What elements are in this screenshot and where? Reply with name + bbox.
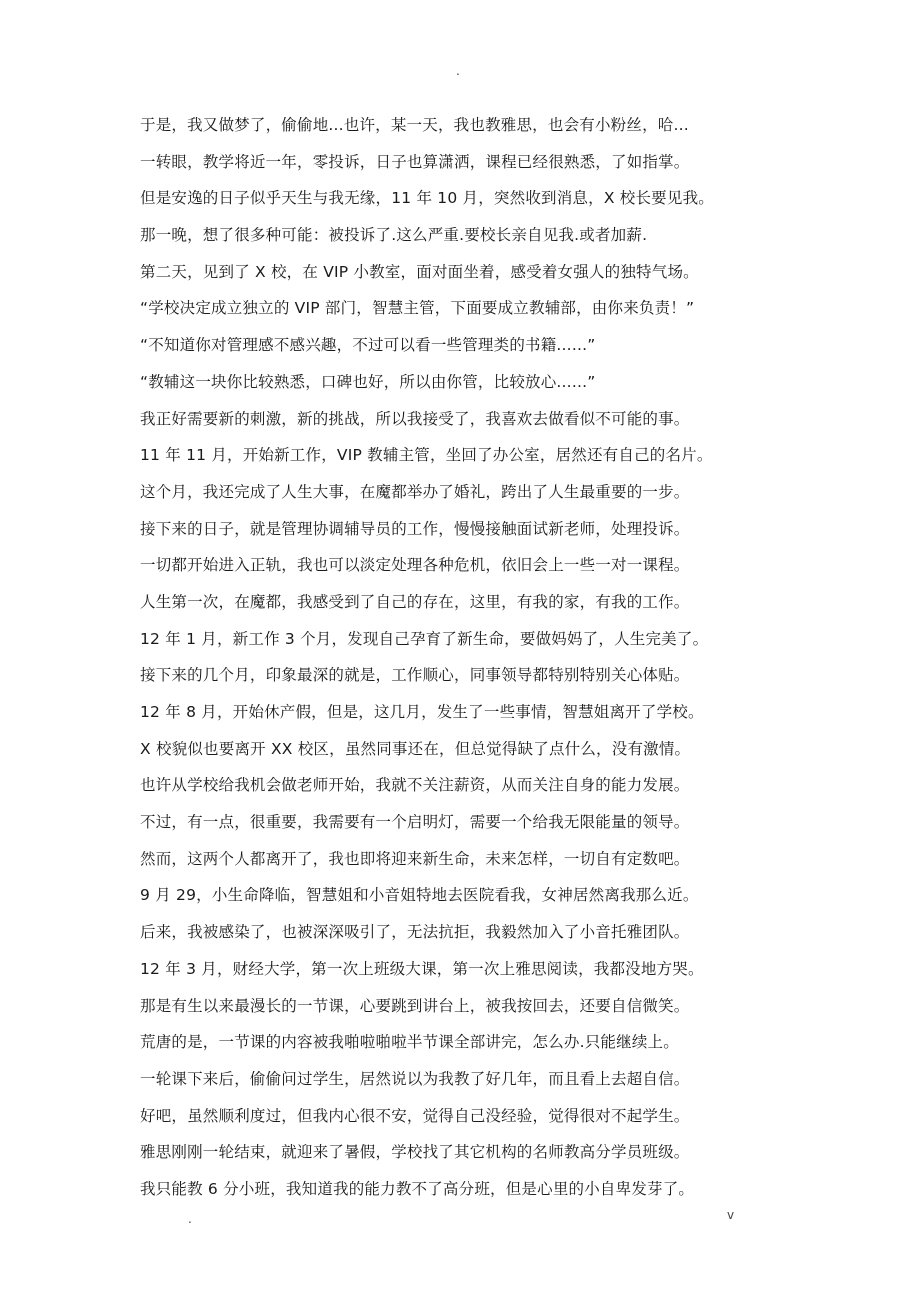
text-line: 12 年 8 月，开始休产假，但是，这几月，发生了一些事情，智慧姐离开了学校。 bbox=[140, 703, 704, 721]
text-line: 那是有生以来最漫长的一节课，心要跳到讲台上，被我按回去，还要自信微笑。 bbox=[140, 996, 690, 1015]
text-line: 但是安逸的日子似乎天生与我无缘，11 年 10 月，突然收到消息，X 校长要见我。 bbox=[140, 189, 714, 208]
text-line: 12 年 3 月，财经大学，第一次上班级大课，第一次上雅思阅读，我都没地方哭。 bbox=[140, 959, 704, 978]
text-line: 一切都开始进入正轨，我也可以淡定处理各种危机，依旧会上一些一对一课程。 bbox=[140, 556, 690, 575]
text-line: 一转眼，教学将近一年，零投诉，日子也算潇洒，课程已经很熟悉，了如指掌。 bbox=[140, 152, 690, 171]
document-body bbox=[140, 114, 780, 1215]
text-line: 后来，我被感染了，也被深深吸引了，无法抗拒，我毅然加入了小音托雅团队。 bbox=[140, 923, 690, 942]
text-line: 一轮课下来后，偷偷问过学生，居然说以为我教了好几年，而且看上去超自信。 bbox=[140, 1069, 690, 1088]
header-dot: . bbox=[456, 64, 460, 78]
text-line: “教辅这一块你比较熟悉，口碑也好，所以由你管，比较放心......” bbox=[140, 372, 596, 391]
text-line: 我只能教 6 分小班，我知道我的能力教不了高分班，但是心里的小自卑发芽了。 bbox=[140, 1179, 695, 1198]
text-line: 这个月，我还完成了人生大事，在魔都举办了婚礼，跨出了人生最重要的一步。 bbox=[140, 482, 690, 501]
footer-mark: v bbox=[727, 1208, 735, 1222]
text-line: 荒唐的是，一节课的内容被我啪啦啪啦半节课全部讲完，怎么办.只能继续上。 bbox=[140, 1033, 679, 1052]
text-line: 接下来的日子，就是管理协调辅导员的工作，慢慢接触面试新老师，处理投诉。 bbox=[140, 519, 690, 538]
text-line: 我正好需要新的刺激，新的挑战，所以我接受了，我喜欢去做看似不可能的事。 bbox=[140, 409, 690, 428]
text-line: 接下来的几个月，印象最深的就是，工作顺心，同事领导都特别特别关心体贴。 bbox=[140, 666, 690, 685]
text-line: “不知道你对管理感不感兴趣，不过可以看一些管理类的书籍......” bbox=[140, 336, 596, 355]
text-line: 好吧，虽然顺利度过，但我内心很不安，觉得自己没经验，觉得很对不起学生。 bbox=[140, 1106, 690, 1125]
text-line: 9 月 29，小生命降临，智慧姐和小音姐特地去医院看我，女神居然离我那么近。 bbox=[140, 886, 699, 905]
text-line: 人生第一次，在魔都，我感受到了自己的存在，这里，有我的家，有我的工作。 bbox=[140, 592, 690, 611]
text-line: 11 年 11 月，开始新工作，VIP 教辅主管，坐回了办公室，居然还有自己的名片。 bbox=[140, 446, 713, 465]
text-line: 于是，我又做梦了，偷偷地...也许，某一天，我也教雅思，也会有小粉丝，哈... bbox=[140, 116, 689, 134]
text-line: “学校决定成立独立的 VIP 部门，智慧主管，下面要成立教辅部，由你来负责！” bbox=[140, 299, 695, 318]
text-line: 12 年 1 月，新工作 3 个月，发现自己孕育了新生命，要做妈妈了，人生完美了。 bbox=[140, 629, 709, 648]
text-line: 第二天，见到了 X 校，在 VIP 小教室，面对面坐着，感受着女强人的独特气场。 bbox=[140, 262, 699, 281]
text-line: X 校貌似也要离开 XX 校区，虽然同事还在，但总觉得缺了点什么，没有激情。 bbox=[140, 739, 691, 758]
text-line: 不过，有一点，很重要，我需要有一个启明灯，需要一个给我无限能量的领导。 bbox=[140, 813, 690, 832]
text-line: 雅思刚刚一轮结束，就迎来了暑假，学校找了其它机构的名师教高分学员班级。 bbox=[140, 1143, 690, 1162]
footer-dot: . bbox=[188, 1212, 192, 1226]
text-line: 也许从学校给我机会做老师开始，我就不关注薪资，从而关注自身的能力发展。 bbox=[140, 776, 690, 795]
text-line: 那一晚，想了很多种可能：被投诉了.这么严重.要校长亲自见我.或者加薪. bbox=[140, 226, 648, 245]
text-line: 然而，这两个人都离开了，我也即将迎来新生命，未来怎样，一切自有定数吧。 bbox=[140, 849, 690, 868]
